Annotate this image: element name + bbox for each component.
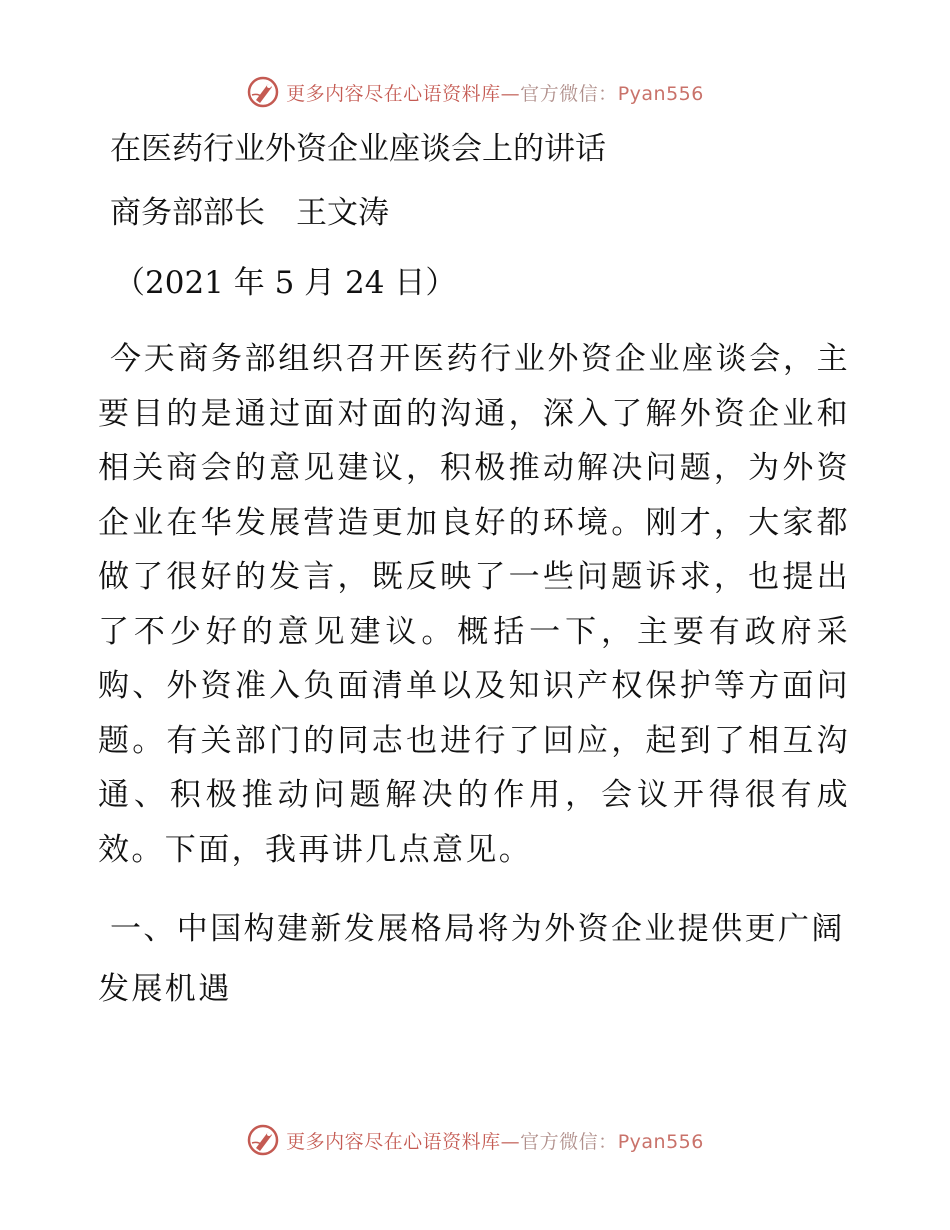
section-heading: 一、中国构建新发展格局将为外资企业提供更广阔发展机遇: [98, 911, 845, 1007]
pen-nib-logo-icon: [246, 1123, 280, 1157]
document-date: （2021 年 5 月 24 日）: [114, 265, 457, 301]
watermark-wechat-label: 官方微信：: [520, 82, 618, 105]
watermark-text: [286, 79, 704, 106]
watermark-wechat-id: Pyan556: [617, 1130, 704, 1153]
watermark-brand: 更多内容尽在心语资料库: [286, 1130, 501, 1153]
watermark-wechat-label: 官方微信：: [520, 1130, 618, 1153]
watermark-dash: —: [500, 1130, 521, 1153]
watermark-brand: 更多内容尽在心语资料库: [286, 82, 501, 105]
document-body: [98, 120, 858, 1019]
document-author: 商务部部长 王文涛: [110, 195, 389, 231]
watermark-dash: —: [500, 82, 521, 105]
watermark-text: [286, 1127, 704, 1154]
document-title: 在医药行业外资企业座谈会上的讲话: [110, 131, 606, 167]
pen-nib-logo-icon: [246, 75, 280, 109]
body-paragraph: 今天商务部组织召开医药行业外资企业座谈会，主要目的是通过面对面的沟通，深入了解外资企业和相关商会的意见建议，积极推动解决问题，为外资企业在华发展营造更加良好的环境。刚才，大家都做了很好的发言，既反映了一些问题诉求，也提出了不少好的意见建议。概括一下，主要有政府采购、外资准入负面清单以及知识产权保护等方面问题。有关部门的同志也进行了回应，起到了相互沟通、积极推动问题解决的作用，会议开得很有成效。下面，我再讲几点意见。: [98, 341, 850, 868]
footer-watermark: [0, 1120, 950, 1160]
watermark-wechat-id: Pyan556: [617, 82, 704, 105]
header-watermark: [0, 72, 950, 112]
